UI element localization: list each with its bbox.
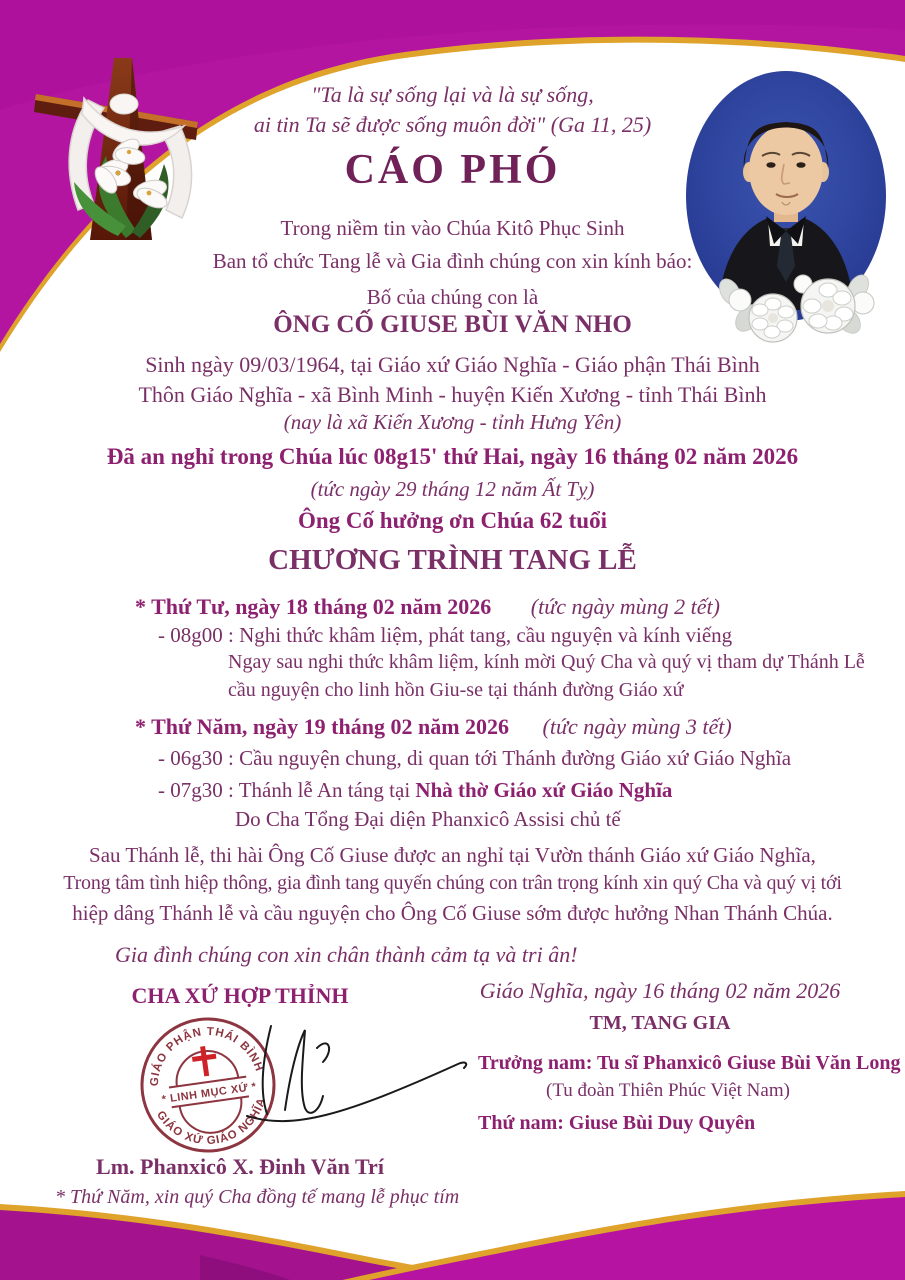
day2-date: * Thứ Năm, ngày 19 tháng 02 năm 2026 [135, 714, 510, 739]
day2-item1: - 06g30 : Cầu nguyện chung, di quan tới Thánh đường Giáo xứ Giáo Nghĩa [158, 746, 792, 770]
signature [233, 1018, 478, 1133]
seal-bottom-text: GIÁO XỨ GIÁO NGHĨA [153, 1096, 269, 1148]
day2-item2-note: Do Cha Tổng Đại diện Phanxicô Assisi chủ tế [235, 807, 621, 831]
closing-line3: hiệp dâng Thánh lễ và cầu nguyện cho Ông Cố Giuse sớm được hưởng Nhan Thánh Chúa. [72, 901, 833, 925]
address-note: (nay là xã Kiến Xương - tỉnh Hưng Yên) [283, 410, 622, 434]
parish-priest-title: CHA XỨ HỢP THỈNH [131, 983, 349, 1008]
day2-item2-prefix: - 07g30 : Thánh lễ An táng tại [158, 778, 416, 802]
intro-line2: Ban tổ chức Tang lễ và Gia đình chúng con xin kính báo: [212, 249, 693, 273]
closing-line1: Sau Thánh lễ, thi hài Ông Cố Giuse được an nghỉ tại Vườn thánh Giáo xứ Giáo Nghĩa, [89, 843, 816, 867]
page-title: CÁO PHÓ [344, 147, 561, 193]
second-son-line: Thứ nam: Giuse Bùi Duy Quyên [478, 1112, 756, 1134]
day2-date-line [135, 714, 732, 739]
day1-item1-note2: cầu nguyện cho linh hồn Giu-se tại thánh đường Giáo xứ [228, 679, 684, 701]
day1-date: * Thứ Tư, ngày 18 tháng 02 năm 2026 [135, 594, 492, 619]
day2-item2-location: Nhà thờ Giáo xứ Giáo Nghĩa [415, 778, 673, 802]
intro-line1: Trong niềm tin vào Chúa Kitô Phục Sinh [280, 216, 625, 240]
day2-lunar: (tức ngày mùng 3 tết) [542, 714, 732, 739]
program-title: CHƯƠNG TRÌNH TANG LỄ [268, 544, 637, 576]
eldest-son-line: Trưởng nam: Tu sĩ Phanxicô Giuse Bùi Văn Long [478, 1052, 901, 1074]
scripture-quote-line1: "Ta là sự sống lại và là sự sống, [311, 82, 594, 107]
address-line: Thôn Giáo Nghĩa - xã Bình Minh - huyện Kiến Xương - tỉnh Thái Bình [138, 382, 767, 407]
age-line: Ông Cố hưởng ơn Chúa 62 tuổi [298, 508, 607, 533]
birth-line: Sinh ngày 09/03/1964, tại Giáo xứ Giáo Nghĩa - Giáo phận Thái Bình [145, 352, 760, 377]
priest-name: Lm. Phanxicô X. Đinh Văn Trí [96, 1154, 384, 1179]
cross-lilies-decoration [28, 42, 223, 242]
closing-line2: Trong tâm tình hiệp thông, gia đình tang quyến chúng con trân trọng kính xin quý Cha và quý vị tới [63, 872, 842, 894]
seal-middle-text: * LINH MỤC XỨ * [161, 1080, 258, 1107]
deceased-name: ÔNG CỐ GIUSE BÙI VĂN NHO [273, 311, 632, 338]
tm-tang-gia: TM, TANG GIA [589, 1012, 731, 1034]
day1-date-line [135, 594, 720, 619]
scripture-quote-line2: ai tin Ta sẽ được sống muôn đời" (Ga 11, 25) [253, 112, 652, 137]
seal-top-text: GIÁO PHẬN THÁI BÌNH [148, 1025, 266, 1087]
place-date-line: Giáo Nghĩa, ngày 16 tháng 02 năm 2026 [479, 978, 841, 1003]
thanks-line: Gia đình chúng con xin chân thành cảm tạ và tri ân! [115, 942, 578, 967]
death-lunar-line: (tức ngày 29 tháng 12 năm Ất Tỵ) [310, 477, 595, 501]
day1-lunar: (tức ngày mùng 2 tết) [530, 594, 720, 619]
day2-item2 [158, 778, 672, 802]
eldest-son-org: (Tu đoàn Thiên Phúc Việt Nam) [546, 1080, 790, 1101]
vestment-note: * Thứ Năm, xin quý Cha đồng tế mang lễ phục tím [55, 1186, 460, 1208]
death-line: Đã an nghỉ trong Chúa lúc 08g15' thứ Hai, ngày 16 tháng 02 năm 2026 [106, 444, 799, 469]
day1-item1: - 08g00 : Nghi thức khâm liệm, phát tang, cầu nguyện và kính viếng [158, 623, 733, 647]
relation-line: Bố của chúng con là [366, 285, 539, 309]
day1-item1-note1: Ngay sau nghi thức khâm liệm, kính mời Quý Cha và quý vị tham dự Thánh Lễ [228, 651, 865, 673]
